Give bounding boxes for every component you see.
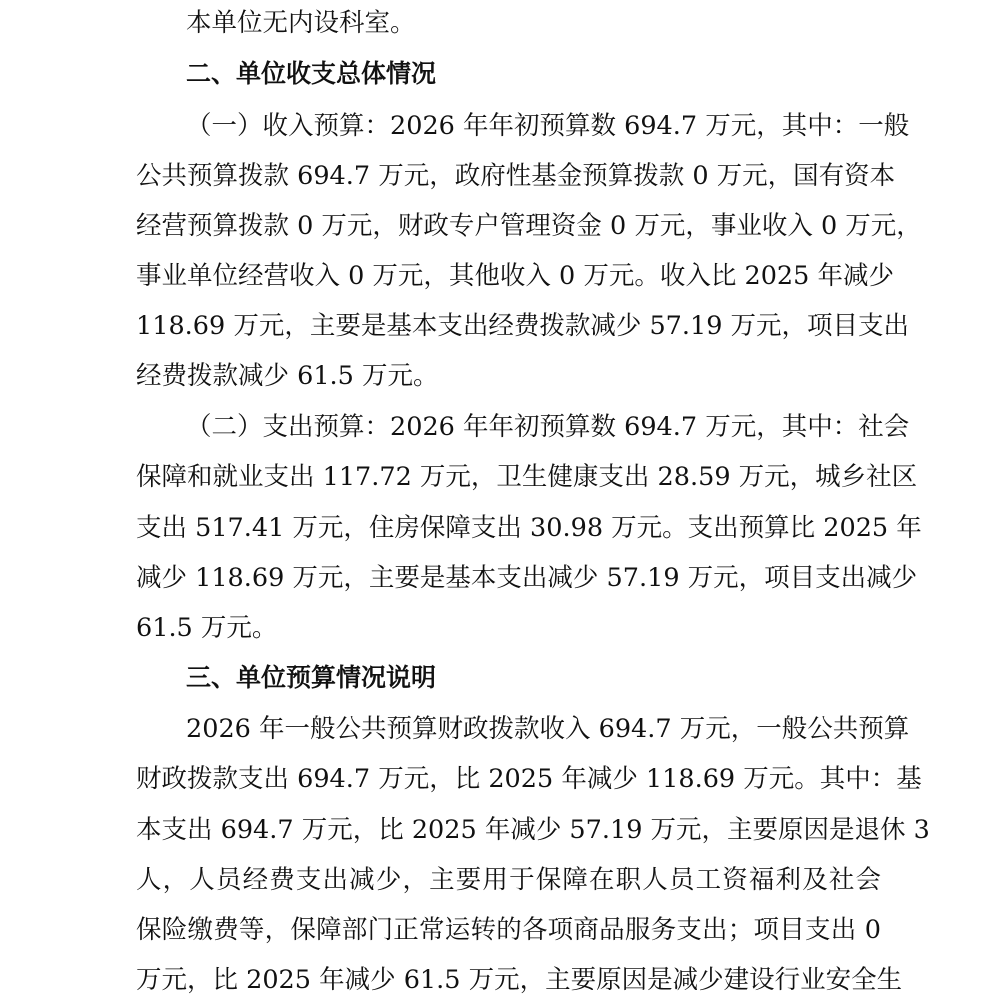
paragraph-line: 本单位无内设科室。	[186, 8, 416, 38]
paragraph-line: 事业单位经营收入 0 万元，其他收入 0 万元。收入比 2025 年减少	[136, 261, 894, 291]
section-heading: 三、单位预算情况说明	[186, 663, 437, 692]
paragraph-line: （二）支出预算：2026 年年初预算数 694.7 万元，其中：社会	[186, 412, 910, 442]
paragraph-line: 2026 年一般公共预算财政拨款收入 694.7 万元，一般公共预算	[186, 714, 910, 744]
paragraph-line: （一）收入预算：2026 年年初预算数 694.7 万元，其中：一般	[186, 111, 910, 141]
section-heading: 二、单位收支总体情况	[186, 59, 437, 88]
paragraph-line: 保险缴费等，保障部门正常运转的各项商品服务支出；项目支出 0	[136, 915, 881, 945]
paragraph-line: 财政拨款支出 694.7 万元，比 2025 年减少 118.69 万元。其中：基	[136, 764, 922, 794]
paragraph-line: 本支出 694.7 万元，比 2025 年减少 57.19 万元，主要原因是退休 3	[136, 815, 930, 845]
paragraph-line: 公共预算拨款 694.7 万元，政府性基金预算拨款 0 万元，国有资本	[136, 161, 896, 191]
paragraph-line: 经费拨款减少 61.5 万元。	[136, 361, 439, 391]
paragraph-line: 保障和就业支出 117.72 万元，卫生健康支出 28.59 万元，城乡社区	[136, 462, 918, 492]
paragraph-line: 118.69 万元，主要是基本支出经费拨款减少 57.19 万元，项目支出	[136, 311, 910, 341]
paragraph-line: 经营预算拨款 0 万元，财政专户管理资金 0 万元，事业收入 0 万元，	[136, 211, 922, 241]
paragraph-line: 61.5 万元。	[136, 613, 278, 643]
paragraph-line: 万元，比 2025 年减少 61.5 万元，主要原因是减少建设行业安全生	[136, 965, 903, 995]
paragraph-line: 支出 517.41 万元，住房保障支出 30.98 万元。支出预算比 2025 年	[136, 513, 922, 543]
paragraph-line: 人，人员经费支出减少，主要用于保障在职人员工资福利及社会	[136, 865, 881, 895]
paragraph-line: 减少 118.69 万元，主要是基本支出减少 57.19 万元，项目支出减少	[136, 563, 918, 593]
